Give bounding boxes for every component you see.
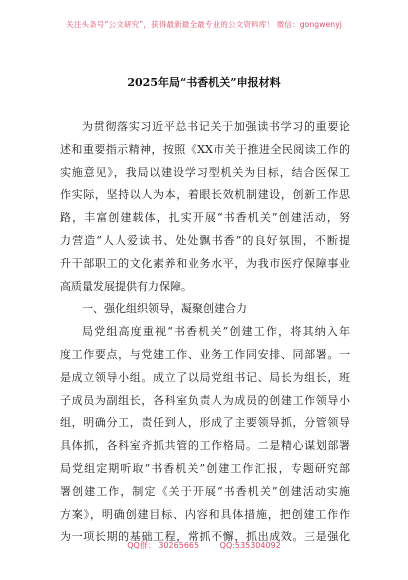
text-line: 署创建工作，制定《关于开展“书香机关”创建活动实施 bbox=[60, 484, 350, 498]
footer-qq-group: QQ群： 30265665 bbox=[127, 541, 200, 550]
text-line: 子成员为副组长，各科室负责人为成员的创建工作领导小 bbox=[60, 393, 350, 407]
text-line: 实施意见》，我局以建设学习型机关为目标，结合医保工 bbox=[60, 165, 350, 179]
text-line: 度工作要点，与党建工作、业务工作同安排、同部署。一 bbox=[60, 347, 350, 361]
footer-contact bbox=[0, 540, 408, 551]
header-note: 关注头条号“公文研究”，获得最新最全最专业的公文资料库！ 微信：gongwenyj bbox=[66, 20, 342, 29]
text-line: 局党组定期听取“书香机关”创建工作汇报，专题研究部 bbox=[60, 461, 350, 475]
text-line: 一、强化组织领导，凝聚创建合力 bbox=[82, 302, 247, 316]
text-line: 具体抓，各科室齐抓共管的工作格局。二是精心谋划部署 bbox=[60, 439, 350, 453]
text-line: 作实际，坚持以人为本，着眼长效机制建设，创新工作思 bbox=[60, 188, 350, 202]
text-line: 为贯彻落实习近平总书记关于加强读书学习的重要论 bbox=[82, 120, 350, 133]
text-line: 高质量发展提供有力保障。 bbox=[60, 279, 192, 293]
text-line: 是成立领导小组。成立了以局党组书记、局长为组长，班 bbox=[60, 370, 350, 384]
text-line: 为一项长期的基础工程，常抓不懈，抓出成效。三是强化 bbox=[60, 530, 350, 544]
text-line: 力营造“人人爱读书、处处飘书香”的良好氛围，不断提 bbox=[60, 233, 350, 247]
text-line: 组，明确分工，责任到人，形成了主要领导抓，分管领导 bbox=[60, 416, 350, 430]
text-line: 述和重要指示精神，按照《XX市关于推进全民阅读工作的 bbox=[60, 142, 350, 156]
document-body bbox=[60, 116, 350, 549]
text-line: 局党组高度重视“书香机关”创建工作，将其纳入年 bbox=[82, 325, 350, 339]
text-line: 方案》，明确创建目标、内容和具体措施，把创建工作作 bbox=[60, 507, 350, 521]
page-title: 2025年局“书香机关”申报材料 bbox=[127, 76, 281, 89]
footer-qq-number: QQ:535304092 bbox=[219, 541, 281, 550]
text-line: 升干部职工的文化素养和业务水平，为我市医疗保障事业 bbox=[60, 256, 350, 270]
text-line: 路，丰富创建载体，扎实开展“书香机关”创建活动，努 bbox=[60, 211, 350, 225]
